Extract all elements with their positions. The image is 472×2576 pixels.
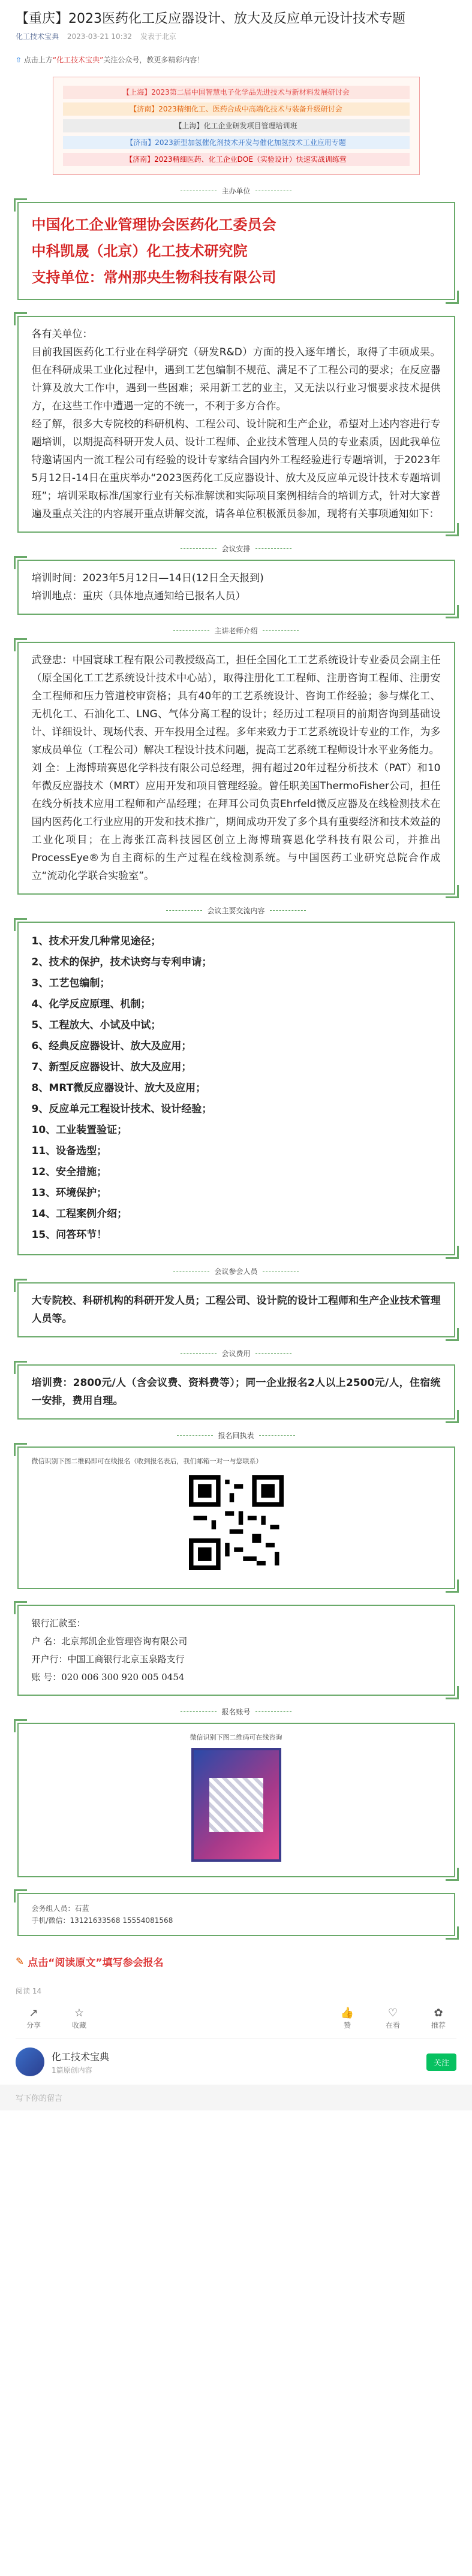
intro-text [32, 325, 441, 523]
consult-caption: 微信识别下图二维码可在线咨询 [190, 1734, 282, 1741]
schedule-time: 培训时间：2023年5月12日—14日(12日全天报到) [31, 572, 264, 584]
section-header-payment: 报名账号 [16, 1707, 456, 1717]
divider [263, 1271, 299, 1272]
contact-card [17, 1893, 455, 1936]
avatar[interactable] [16, 2047, 44, 2076]
account-name[interactable]: 化工技术宝典 [52, 2050, 110, 2062]
signup-caption: 微信识别下图二维码即可在线报名（收到报名表后，我们邮箱一对一与您联系） [31, 1457, 263, 1465]
bank-branch: 开户行：中国工商银行北京玉泉路支行 [31, 1654, 185, 1665]
section-header-audience: 会议参会人员 [16, 1266, 456, 1276]
intro-paragraph: 经了解，很多大专院校的科研机构、工程公司、设计院和生产企业，希望对上述内容进行专题培训，以期提高科研开发人员、设计工程师、企业技术管理人员的专业素质，因此我单位特邀请国内一流工程公司有经验的设计专家结合国内外工程经验进行专题培训，于2023年5月12日-14日在重庆举办“2023医药化工反应器设计、放大及反应单元设计技术专题培训班”；培训采取标准/国家行业有关标准解读和实际项目案例相结合的培训方式，针对大家普遍及重点关注的内容展开重点讲解交流，请各单位积极派员参加，现将有关事项通知如下： [31, 418, 441, 520]
list-item: 12、安全措施； [31, 1166, 107, 1178]
corner-decoration [446, 605, 459, 618]
like-button[interactable]: 👍 赞 [340, 2007, 354, 2030]
list-item: 11、设备选型； [31, 1145, 107, 1157]
corner-decoration [446, 1580, 459, 1593]
list-item: 6、经典反应器设计、放大及应用； [31, 1040, 192, 1052]
divider [181, 1711, 217, 1712]
bank-account-name: 户 名：北京邦凯企业管理咨询有限公司 [31, 1636, 188, 1647]
fee-text: 培训费：2800元/人（含会议费、资料费等）；同一企业报名2人以上2500元/人，住宿统一安排，费用自理。 [31, 1377, 441, 1407]
divider [173, 1271, 209, 1272]
bank-account-number: 账 号：020 006 300 920 005 0454 [31, 1672, 185, 1683]
event-banner[interactable]: 【上海】化工企业研发项目管理培训班 [63, 119, 410, 132]
list-item: 7、新型反应器设计、放大及应用； [31, 1061, 192, 1073]
comment-input[interactable]: 写下你的留言 [0, 2085, 472, 2110]
organizer-line: 支持单位：常州那央生物科技有限公司 [31, 268, 276, 286]
divider [263, 630, 299, 631]
account-link[interactable]: 化工技术宝典 [16, 32, 59, 41]
corner-decoration [446, 1926, 459, 1940]
teacher-bio: 武登忠：中国寰球工程有限公司教授级高工，担任全国化工工艺系统设计专业委员会副主任（原全国化工工艺系统设计技术中心站），取得注册化工工程师、注册咨询工程师、注册安全工程师和压力管道校审资格；具有40年的工艺系统设计、咨询工作经验；参与煤化工、无机化工、石油化工、LNG、气体分离工程的设计；经历过工程项目的前期咨询到基础设计、详细设计、现场代表、开车投用全过程。多年来致力于工艺系统设计专业的工作，为多家成员单位（工程公司）解决工程设计技术问题，提高工艺系统工程师设计水平业务能力。 [31, 654, 441, 756]
event-banner-list [53, 77, 420, 175]
heart-icon: ♡ [387, 2007, 398, 2019]
signup-qr-code[interactable] [185, 1472, 287, 1574]
consult-card [17, 1723, 455, 1877]
signup-card [17, 1446, 455, 1589]
divider [255, 548, 291, 549]
teachers-card [17, 642, 455, 895]
corner-decoration [14, 1889, 27, 1902]
divider [173, 630, 209, 631]
intro-paragraph: 目前我国医药化工行业在科学研究（研发R&D）方面的投入逐年增长，取得了丰硕成果。但在科研成果工业化过程中，遇到工艺包编制不规范、满足不了工程公司的要求；在反应器计算及放大工作中，遇到一些困难；采用新工艺的业主，又无法以行业习惯要求技术提供方，在这些工作中遭遇一定的不统一，不利于多方合作。 [31, 346, 441, 412]
corner-decoration [446, 1686, 459, 1699]
divider [177, 1435, 213, 1436]
section-header-fee: 会议费用 [16, 1348, 456, 1358]
corner-decoration [14, 1279, 27, 1292]
follow-button[interactable]: 关注 [426, 2053, 456, 2071]
intro-card [17, 316, 455, 533]
corner-decoration [446, 1328, 459, 1341]
section-header-organizer: 主办单位 [16, 186, 456, 196]
contact-person: 会务组人员：石蓝 [31, 1904, 89, 1913]
section-header-schedule: 会议安排 [16, 543, 456, 554]
list-item: 14、工程案例介绍； [31, 1208, 128, 1220]
section-header-teachers: 主讲老师介绍 [16, 626, 456, 636]
divider [166, 910, 202, 911]
share-button[interactable]: ↗ 分享 [26, 2007, 41, 2030]
corner-decoration [446, 885, 459, 898]
teacher-bio: 刘 全：上海博瑞赛恩化学科技有限公司总经理，拥有超过20年过程分析技术（PAT）和10年微反应器技术（MRT）应用开发和项目管理经验。曾任职美国ThermoFisher公司，担任在线分析技术应用工程师和产品经理；在拜耳公司负责Ehrfeld微反应器及在线检测技术在国内医药化工行业应用的开发和技术推广，期间成功开发了多个具有重要经济和技术效益的工业化项目；在上海张江高科技园区创立上海博瑞赛恩化学科技有限公司，并推出ProcessEye®为自主商标的生产过程在线检测系统。与中国医药工业研究总院合作成立“流动化学联合实验室”。 [31, 762, 441, 882]
action-bar [16, 2007, 456, 2039]
qr-code-icon [189, 1475, 284, 1570]
page-title: 【重庆】2023医药化工反应器设计、放大及反应单元设计技术专题 [16, 11, 405, 26]
corner-decoration [446, 291, 459, 304]
corner-decoration [14, 556, 27, 569]
publish-location: 发表于北京 [140, 32, 176, 41]
list-item: 13、环境保护； [31, 1187, 107, 1199]
favorite-button[interactable]: ☆ 收藏 [71, 2007, 86, 2030]
star-icon: ☆ [74, 2007, 85, 2019]
list-item: 2、技术的保护，技术诀窍与专利申请； [31, 956, 212, 968]
follow-tip: ⇧ 点击上方“化工技术宝典”关注公众号，教更多精彩内容！ [16, 56, 205, 64]
event-banner[interactable]: 【济南】2023精细化工、医药合成中高端化技术与装备升级研讨会 [63, 102, 410, 116]
corner-decoration [14, 198, 27, 212]
account-subtitle: 1篇原创内容 [52, 2065, 92, 2074]
thumb-up-icon: 👍 [340, 2007, 354, 2019]
list-item: 3、工艺包编制； [31, 977, 110, 989]
consult-qr-poster[interactable] [191, 1748, 281, 1862]
list-item: 1、技术开发几种常见途径； [31, 935, 161, 947]
divider [181, 1353, 217, 1354]
corner-decoration [14, 638, 27, 651]
corner-decoration [446, 1868, 459, 1881]
section-header-signup: 报名回执表 [16, 1430, 456, 1440]
wow-button[interactable]: ♡ 在看 [385, 2007, 400, 2030]
corner-decoration [446, 1246, 459, 1259]
event-banner[interactable]: 【济南】2023精细医药、化工企业DOE（实验设计）快速实战训练营 [63, 153, 410, 166]
recommend-button[interactable]: ✿ 推荐 [431, 2007, 446, 2030]
divider [255, 1711, 291, 1712]
contact-phones: 手机/微信：13121633568 15554081568 [31, 1916, 173, 1925]
audience-card [17, 1282, 455, 1337]
organizer-line: 中科凯晟（北京）化工技术研究院 [31, 242, 248, 259]
organizer-line: 中国化工企业管理协会医药化工委员会 [31, 216, 276, 233]
read-original-tip[interactable]: ✎ 点击“阅读原文”填写参会报名 [16, 1955, 164, 1969]
read-count: 阅读 14 [16, 1987, 42, 1995]
divider [181, 548, 217, 549]
corner-decoration [446, 523, 459, 536]
list-item: 5、工程放大、小试及中试； [31, 1019, 161, 1031]
corner-decoration [14, 1719, 27, 1732]
organizer-card [17, 202, 455, 300]
qr-code-icon [209, 1778, 263, 1832]
corner-decoration [14, 1443, 27, 1456]
list-item: 15、问答环节！ [31, 1229, 107, 1241]
corner-decoration [14, 1361, 27, 1374]
action-group-left [16, 2007, 97, 2030]
action-group-right [329, 2007, 456, 2030]
fee-card [17, 1364, 455, 1420]
divider [270, 910, 306, 911]
account-bar [16, 2039, 456, 2085]
event-banner[interactable]: 【上海】2023第二届中国智慧电子化学品先进技术与新材料发展研讨会 [63, 86, 410, 99]
share-icon: ↗ [29, 2007, 38, 2019]
follow-tip-account[interactable]: “化工技术宝典” [52, 56, 104, 64]
schedule-place: 培训地点：重庆（具体地点通知给已报名人员） [31, 590, 246, 602]
list-item: 8、MRT微反应器设计、放大及应用； [31, 1082, 206, 1094]
divider [259, 1435, 295, 1436]
arrow-icon: ⇧ [16, 56, 22, 64]
schedule-card [17, 560, 455, 615]
divider [255, 1353, 291, 1354]
pencil-icon: ✎ [16, 1955, 25, 1968]
topics-card [17, 922, 455, 1255]
list-item: 4、化学反应原理、机制； [31, 998, 151, 1010]
corner-decoration [14, 312, 27, 325]
list-item: 10、工业装置验证； [31, 1124, 128, 1136]
corner-decoration [446, 1410, 459, 1423]
intro-greeting: 各有关单位： [31, 328, 93, 340]
topics-list [32, 931, 441, 1246]
corner-decoration [14, 1601, 27, 1614]
list-item: 9、反应单元工程设计技术、设计经验； [31, 1103, 212, 1115]
publish-date: 2023-03-21 10:32 [67, 32, 132, 41]
audience-text: 大专院校、科研机构的科研开发人员；工程公司、设计院的设计工程师和生产企业技术管理人员等。 [31, 1295, 441, 1325]
section-header-topics: 会议主要交流内容 [16, 905, 456, 916]
bank-header: 银行汇款至： [31, 1618, 86, 1629]
recommend-icon: ✿ [434, 2007, 443, 2019]
payment-card [17, 1605, 455, 1696]
event-banner[interactable]: 【济南】2023新型加氢催化剂技术开发与催化加氢技术工业应用专题 [63, 136, 410, 149]
article-meta [16, 31, 456, 41]
corner-decoration [14, 918, 27, 931]
